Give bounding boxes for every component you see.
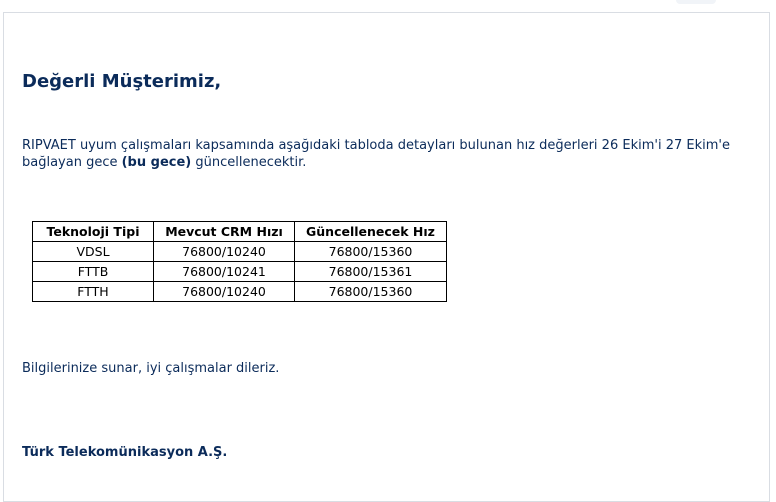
current-speed-cell: 76800/10240 <box>154 282 295 302</box>
table-row <box>33 242 447 262</box>
current-speed-cell: 76800/10241 <box>154 262 295 282</box>
column-header-updated-speed: Güncellenecek Hız <box>295 222 447 242</box>
updated-speed-cell: 76800/15360 <box>295 282 447 302</box>
technology-cell: FTTH <box>33 282 154 302</box>
technology-cell: FTTB <box>33 262 154 282</box>
table-row <box>33 282 447 302</box>
updated-speed-cell: 76800/15360 <box>295 242 447 262</box>
column-header-current-speed: Mevcut CRM Hızı <box>154 222 295 242</box>
announcement-text: RIPVAET uyum çalışmaları kapsamında aşağıdaki tabloda detayları bulunan hız değerleri 26 Ekim'i 27 Ekim'e bağlayan gece <box>22 138 730 170</box>
table-header-row <box>33 222 447 242</box>
announcement-emphasis: (bu gece) <box>121 155 192 170</box>
technology-cell: VDSL <box>33 242 154 262</box>
speed-table <box>32 221 447 302</box>
column-header-technology: Teknoloji Tipi <box>33 222 154 242</box>
updated-speed-cell: 76800/15361 <box>295 262 447 282</box>
signature: Türk Telekomünikasyon A.Ş. <box>22 445 228 460</box>
announcement-text-end: güncellenecektir. <box>191 155 307 170</box>
current-speed-cell: 76800/10240 <box>154 242 295 262</box>
greeting-heading: Değerli Müşterimiz, <box>22 71 222 92</box>
table-row <box>33 262 447 282</box>
top-decoration <box>676 0 716 4</box>
closing-text: Bilgilerinize sunar, iyi çalışmalar dileriz. <box>22 361 280 376</box>
announcement-paragraph <box>22 137 762 171</box>
